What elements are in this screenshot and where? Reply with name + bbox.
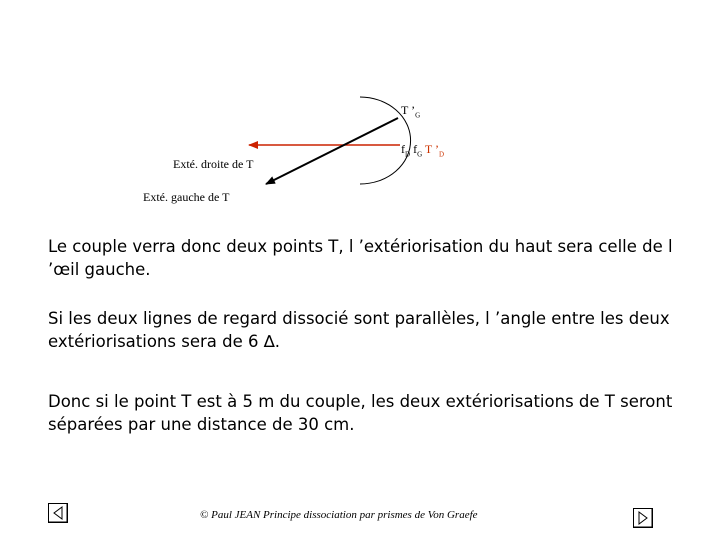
- label-t-prime-d-sub: D: [439, 150, 445, 159]
- label-exte-gauche: Exté. gauche de T: [143, 190, 230, 204]
- dissociation-diagram: [0, 0, 720, 220]
- label-fd-sub: D: [405, 150, 411, 159]
- label-t-prime-g: [401, 103, 420, 119]
- diagram-canvas: [0, 0, 720, 220]
- prev-slide-icon: [48, 503, 68, 523]
- label-fg-main: f: [413, 142, 418, 156]
- label-t-prime-g-sub: G: [415, 111, 421, 120]
- paragraph-3: Donc si le point T est à 5 m du couple, les deux extériorisations de T seront séparées par une distance de 30 cm.: [48, 392, 673, 434]
- label-fg-sub: G: [417, 150, 423, 159]
- black-arrow-line: [266, 118, 398, 184]
- paragraph-2: Si les deux lignes de regard dissocié sont parallèles, l ’angle entre les deux extériorisations sera de 6 ∆.: [48, 309, 670, 351]
- label-fd-main: f: [401, 142, 405, 156]
- label-fd-fg-tprime-d: [401, 142, 444, 158]
- paragraph-1: Le couple verra donc deux points T, l ’extériorisation du haut sera celle de l ’œil gauche.: [48, 237, 673, 279]
- next-slide-icon: [633, 508, 653, 528]
- label-t-prime-d-main: T ’: [424, 142, 440, 156]
- label-t-prime-g-main: T ’: [401, 103, 416, 117]
- prev-slide-button[interactable]: [48, 503, 68, 523]
- footer-credit: © Paul JEAN Principe dissociation par prismes de Von Graefe: [200, 509, 478, 521]
- label-exte-droite: Exté. droite de T: [173, 157, 254, 171]
- next-slide-button[interactable]: [633, 508, 653, 528]
